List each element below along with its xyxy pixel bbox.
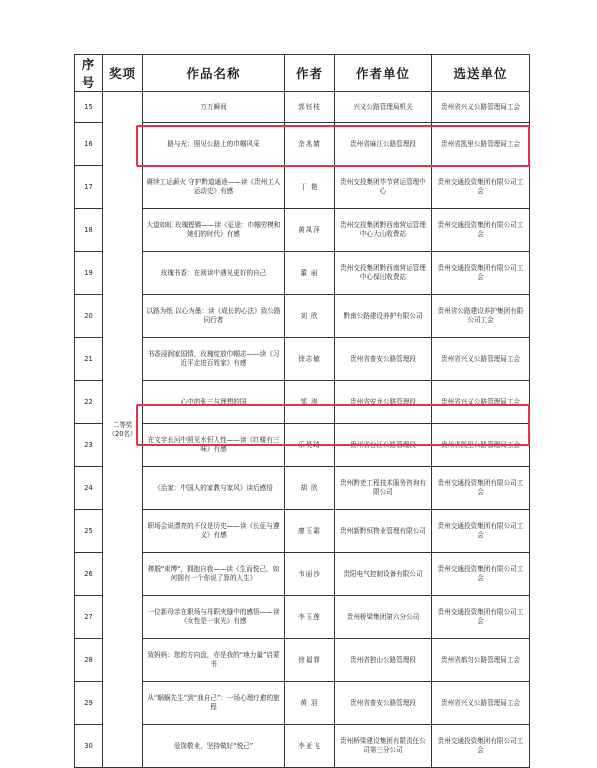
work-title: 以路为纸 以心为墨：读《成长的心法》致公路同行者	[143, 295, 285, 338]
work-title: 大道如虹 玫瑰铿锵——读《征途：巾帼劳模和她们的时代》有感	[143, 209, 285, 252]
work-title: 万万瞬间	[143, 92, 285, 123]
author-unit: 贵州省台江公路管理段	[335, 424, 432, 467]
table-row	[75, 92, 530, 123]
author-name: 郭钰枝	[285, 92, 335, 123]
work-title: 赓续工运薪火 守护黔道通途——读《贵州工人运动史》有感	[143, 166, 285, 209]
sending-unit: 贵州交通投资集团有限公司工会	[432, 553, 530, 596]
work-title: 在文字长河中照见水恒人性——读《红楼有三味》有感	[143, 424, 285, 467]
sending-unit: 贵州交通投资集团有限公司工会	[432, 252, 530, 295]
work-title: 玫瑰书香：在阅读中遇见更好的自己	[143, 252, 285, 295]
work-title: 书香浸润家国情，玫瑰绽放巾帼志——读《习近平走进百姓家》有感	[143, 338, 285, 381]
sending-unit: 贵州交通投资集团有限公司工会	[432, 510, 530, 553]
table-row	[75, 596, 530, 639]
work-title: 路与光：照见公路上的巾帼风采	[143, 123, 285, 166]
table-row	[75, 682, 530, 725]
row-no: 25	[75, 510, 103, 553]
header-award: 奖项	[103, 55, 143, 92]
author-unit: 贵州省麻江公路管理段	[335, 123, 432, 166]
table-row	[75, 725, 530, 768]
table-row	[75, 553, 530, 596]
author-unit: 贵州省安龙公路管理段	[335, 381, 432, 424]
work-title: 致妈妈：您的方向盘，亦是我的“地力量”启蒙书	[143, 639, 285, 682]
header-no: 序号	[75, 55, 103, 92]
author-unit: 贵州桥梁建设集团有限责任公司第三分公司	[335, 725, 432, 768]
sending-unit: 贵州省兴义公路管理局工会	[432, 381, 530, 424]
work-title: 职场会说漂亮的不仅是历史——读《长征与遵义》有感	[143, 510, 285, 553]
sending-unit: 贵州交通投资集团有限公司工会	[432, 725, 530, 768]
row-no: 23	[75, 424, 103, 467]
author-unit: 贵阳电气控制设备有限公司	[335, 553, 432, 596]
author-name: 胡 欣	[285, 467, 335, 510]
row-no: 29	[75, 682, 103, 725]
sending-unit: 贵州省都匀公路管理局工会	[432, 639, 530, 682]
row-no: 27	[75, 596, 103, 639]
author-unit: 贵州交投集团毕节营运管理中心	[335, 166, 432, 209]
sending-unit: 贵州省兴义公路管理局工会	[432, 338, 530, 381]
table-row	[75, 381, 530, 424]
author-unit: 贵州桥梁集团第六分公司	[335, 596, 432, 639]
row-no: 19	[75, 252, 103, 295]
award-table	[74, 54, 530, 768]
work-title: 从“蜗蜗先生”到“我自己”：一场心理疗愈的旅程	[143, 682, 285, 725]
row-no: 18	[75, 209, 103, 252]
author-name: 余兆婧	[285, 123, 335, 166]
work-title: 一位新母亲在职场与母职夹缝中的感悟——读《女性是一束光》有感	[143, 596, 285, 639]
sending-unit: 贵州省凯里公路管理局工会	[432, 123, 530, 166]
row-no: 30	[75, 725, 103, 768]
row-no: 28	[75, 639, 103, 682]
author-unit: 贵州交投集团黔西南营运管理中心保田收费站	[335, 252, 432, 295]
author-name: 黄 羽	[285, 682, 335, 725]
table-row	[75, 639, 530, 682]
sending-unit: 贵州交通投资集团有限公司工会	[432, 596, 530, 639]
author-unit: 贵州新黔恒物业管理有限公司	[335, 510, 432, 553]
award-level: 二等奖（20名）	[103, 92, 143, 768]
sending-unit: 贵州交通投资集团有限公司工会	[432, 209, 530, 252]
table-row	[75, 209, 530, 252]
author-name: 李玉莲	[285, 596, 335, 639]
author-name: 廖玉霜	[285, 510, 335, 553]
row-no: 22	[75, 381, 103, 424]
author-name: 徐福霏	[285, 639, 335, 682]
sending-unit: 贵州省兴义公路管理局工会	[432, 682, 530, 725]
author-unit: 贵州省独山公路管理段	[335, 639, 432, 682]
author-unit: 贵州黔吏工程技术服务咨询有限公司	[335, 467, 432, 510]
table-row	[75, 338, 530, 381]
row-no: 26	[75, 553, 103, 596]
table-row	[75, 252, 530, 295]
author-unit: 兴义公路管理局机关	[335, 92, 432, 123]
table-row	[75, 424, 530, 467]
row-no: 24	[75, 467, 103, 510]
work-title: 《治家：中国人的家教与家风》读后感悟	[143, 467, 285, 510]
author-name: 韦丽沙	[285, 553, 335, 596]
author-name: 丁 艳	[285, 166, 335, 209]
table-row	[75, 295, 530, 338]
author-unit: 黔南公路建设养护有限公司	[335, 295, 432, 338]
author-name: 黄凤萍	[285, 209, 335, 252]
row-no: 15	[75, 92, 103, 123]
author-unit: 贵州省普安公路管理段	[335, 338, 432, 381]
header-title: 作品名称	[143, 55, 285, 92]
row-no: 21	[75, 338, 103, 381]
header-author-unit: 作者单位	[335, 55, 432, 92]
author-name: 徐志敏	[285, 338, 335, 381]
author-name: 刘 欣	[285, 295, 335, 338]
author-name: 李亚飞	[285, 725, 335, 768]
table-row	[75, 467, 530, 510]
author-name: 乐昊琦	[285, 424, 335, 467]
author-name: 董 丽	[285, 252, 335, 295]
table-row	[75, 166, 530, 209]
sending-unit: 贵州交通投资集团有限公司工会	[432, 166, 530, 209]
table-row	[75, 510, 530, 553]
header-sending-unit: 选送单位	[432, 55, 530, 92]
table-row	[75, 123, 530, 166]
author-name: 邹 涛	[285, 381, 335, 424]
table-header-row	[75, 55, 530, 92]
author-unit: 贵州省普安公路管理段	[335, 682, 432, 725]
sending-unit: 贵州省兴义公路管理局工会	[432, 92, 530, 123]
row-no: 17	[75, 166, 103, 209]
sending-unit: 贵州省公路建设养护集团有限公司工会	[432, 295, 530, 338]
row-no: 16	[75, 123, 103, 166]
author-unit: 贵州交投集团黔西南营运管理中心大山收费站	[335, 209, 432, 252]
work-title: 摔脱"束缚"，拥抱自我——读《生而悦己，如何拥有一个你说了算的人生》	[143, 553, 285, 596]
sending-unit: 贵州省凯里公路管理局工会	[432, 424, 530, 467]
work-title: 爱岗敬业，坚持做好“悦己”	[143, 725, 285, 768]
header-author: 作者	[285, 55, 335, 92]
work-title: 心中的张三与理想的国	[143, 381, 285, 424]
row-no: 20	[75, 295, 103, 338]
sending-unit: 贵州交通投资集团有限公司工会	[432, 467, 530, 510]
